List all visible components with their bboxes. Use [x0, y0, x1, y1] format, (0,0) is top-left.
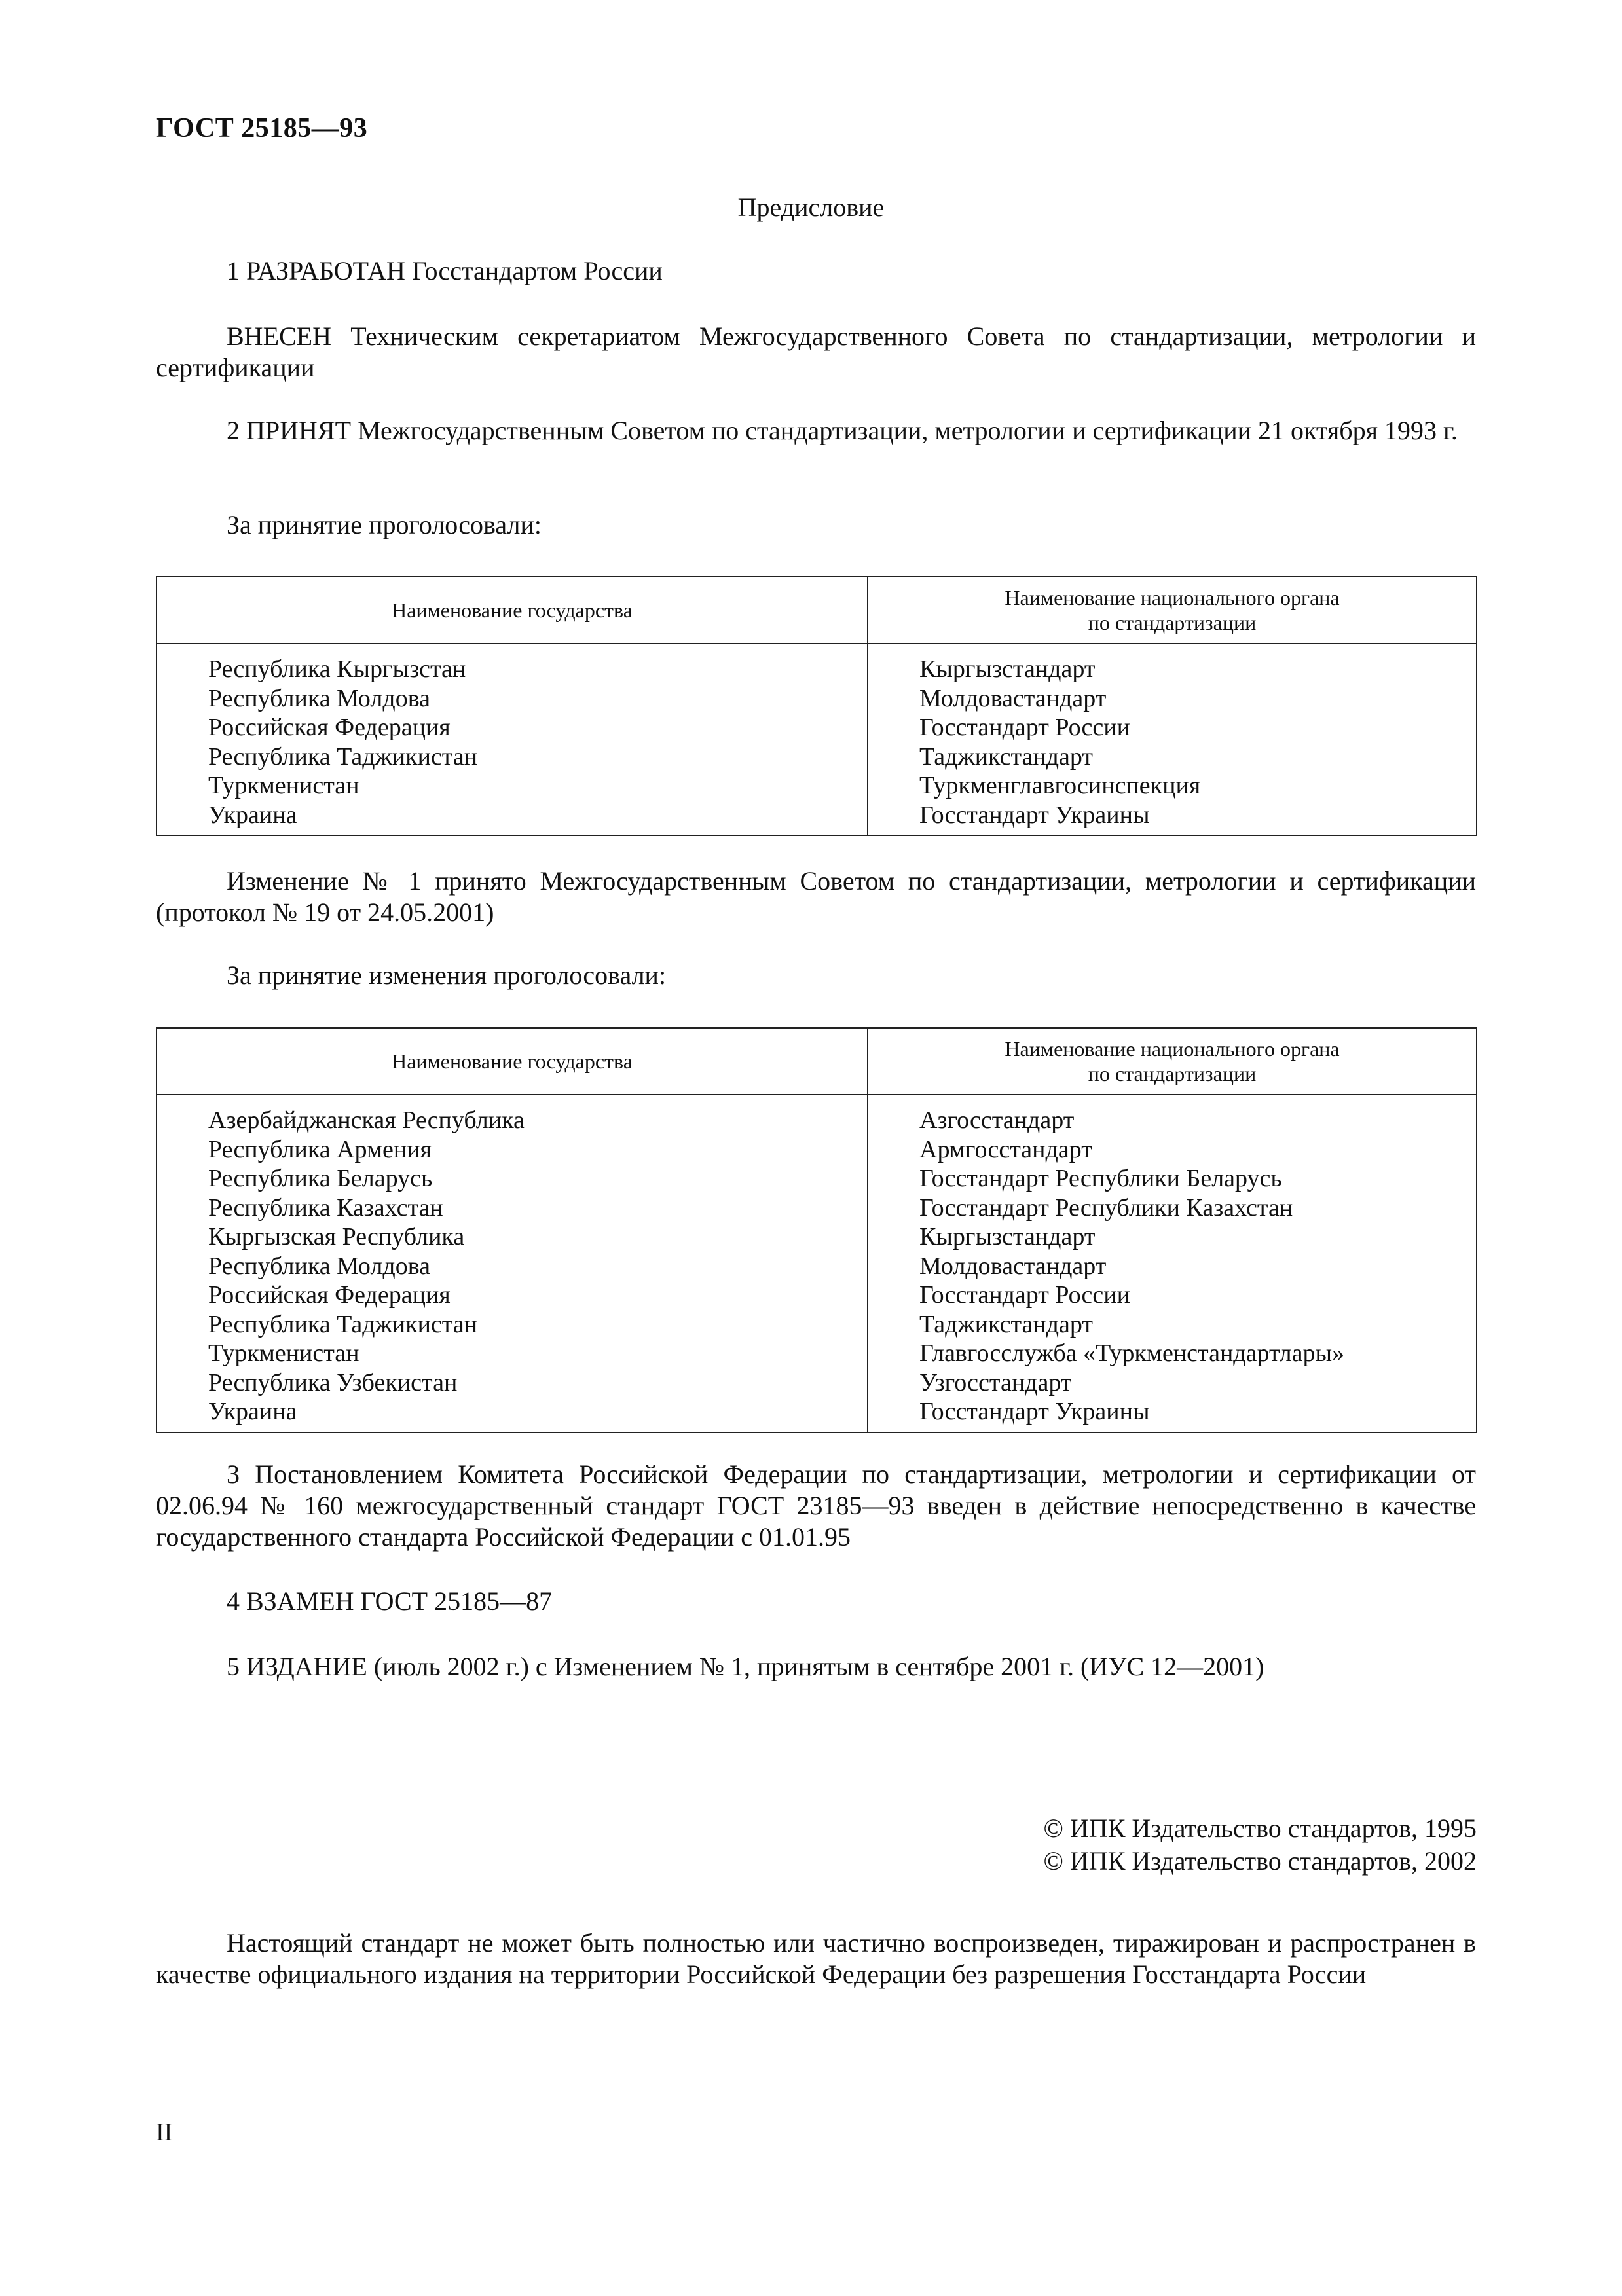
table1-body: Кыргызстандарт: [919, 655, 1096, 683]
table2-state: Республика Молдова: [208, 1252, 431, 1280]
table2-state: Российская Федерация: [208, 1281, 451, 1309]
table2-body: Кыргызстандарт: [919, 1223, 1096, 1250]
table1-body: Молдовастандарт: [919, 684, 1107, 712]
table1-header-body-line2: по стандартизации: [1088, 611, 1257, 634]
table1-bodies-cell: [868, 644, 1477, 835]
voting-table-2: [156, 1027, 1477, 1433]
table2-header-body-line1: Наименование национального органа: [1005, 1037, 1340, 1061]
paragraph-introduced: ВНЕСЕН Техническим секретариатом Межгосударственного Совета по стандартизации, метрологии и сертификации: [156, 321, 1476, 382]
table2-body: Азгосстандарт: [919, 1106, 1075, 1134]
table2-body: Таджикстандарт: [919, 1310, 1094, 1338]
paragraph-amendment-voted: За принятие изменения проголосовали:: [227, 960, 667, 990]
table1-state: Украина: [208, 801, 297, 829]
table2-bodies-cell: [868, 1095, 1477, 1432]
table1-state: Туркменистан: [208, 772, 359, 799]
voting-table-1: [156, 576, 1477, 836]
table2-header-body-line2: по стандартизации: [1088, 1062, 1257, 1085]
table2-body: Госстандарт Республики Казахстан: [919, 1194, 1293, 1222]
table2-state: Республика Беларусь: [208, 1165, 433, 1192]
table2-states-cell: [157, 1095, 868, 1432]
paragraph-developed: 1 РАЗРАБОТАН Госстандартом России: [227, 256, 663, 285]
paragraph-resolution: 3 Постановлением Комитета Российской Федерации по стандартизации, метрологии и сертификации от 02.06.94 № 160 межгосударственный стандарт ГОСТ 23185—93 введен в действие непосредственно в качестве государственного стандарта Российской Федерации с 01.01.95: [156, 1459, 1476, 1552]
table2-header-state: Наименование государства: [157, 1028, 868, 1095]
table2-body: Армгосстандарт: [919, 1135, 1092, 1163]
table2-state: Республика Казахстан: [208, 1194, 443, 1222]
table1-states-cell: [157, 644, 868, 835]
table2-body: Узгосстандарт: [919, 1368, 1072, 1396]
paragraph-edition: 5 ИЗДАНИЕ (июль 2002 г.) с Изменением № 1, принятым в сентябре 2001 г. (ИУС 12—2001): [227, 1652, 1264, 1681]
table2-body: Госстандарт России: [919, 1281, 1130, 1309]
table1-body: Таджикстандарт: [919, 742, 1094, 771]
table1-header-state: Наименование государства: [157, 577, 868, 644]
table1-body: Госстандарт России: [919, 714, 1130, 741]
table1-state: Республика Кыргызстан: [208, 655, 466, 683]
paragraph-adopted: 2 ПРИНЯТ Межгосударственным Советом по стандартизации, метрологии и сертификации 21 октября 1993 г.: [227, 416, 1458, 445]
paragraph-amendment: Изменение № 1 принято Межгосударственным Советом по стандартизации, метрологии и сертификации (протокол № 19 от 24.05.2001): [156, 866, 1476, 927]
section-title-text: Предисловие: [737, 192, 885, 222]
table2-state: Кыргызская Республика: [208, 1223, 465, 1250]
paragraph-reproduction-notice: Настоящий стандарт не может быть полностью или частично воспроизведен, тиражирован и распространен в качестве официального издания на территории Российской Федерации без разрешения Госстандарта России: [156, 1928, 1476, 1989]
table2-header-body: [868, 1028, 1477, 1095]
table1-state: Российская Федерация: [208, 714, 451, 741]
table2-state: Республика Таджикистан: [208, 1310, 478, 1338]
copyright-line-2002: © ИПК Издательство стандартов, 2002: [1043, 1846, 1477, 1876]
copyright-line-1995: © ИПК Издательство стандартов, 1995: [1043, 1813, 1477, 1843]
table2-state: Украина: [208, 1398, 297, 1425]
table2-body: Молдовастандарт: [919, 1252, 1107, 1280]
table2-body: Госстандарт Украины: [919, 1398, 1150, 1425]
paragraph-voted: За принятие проголосовали:: [227, 510, 542, 539]
table2-state: Азербайджанская Республика: [208, 1106, 525, 1134]
table1-state: Республика Таджикистан: [208, 742, 478, 771]
section-title: [0, 192, 1622, 223]
table2-body: Главгосслужба «Туркменстандартлары»: [919, 1339, 1345, 1367]
paragraph-replaces: 4 ВЗАМЕН ГОСТ 25185—87: [227, 1586, 553, 1616]
copyright-block: [1044, 1812, 1477, 1878]
document-code-header: ГОСТ 25185—93: [156, 113, 368, 143]
table1-header-body-line1: Наименование национального органа: [1005, 586, 1340, 610]
table2-body: Госстандарт Республики Беларусь: [919, 1165, 1282, 1192]
table1-state: Республика Молдова: [208, 684, 431, 712]
table2-state: Республика Армения: [208, 1135, 432, 1163]
table1-header-body: [868, 577, 1477, 644]
page-number: II: [156, 2119, 173, 2146]
table1-body: Госстандарт Украины: [919, 801, 1150, 829]
table2-state: Республика Узбекистан: [208, 1368, 458, 1396]
table1-body: Туркменглавгосинспекция: [919, 772, 1201, 799]
table2-state: Туркменистан: [208, 1339, 359, 1367]
